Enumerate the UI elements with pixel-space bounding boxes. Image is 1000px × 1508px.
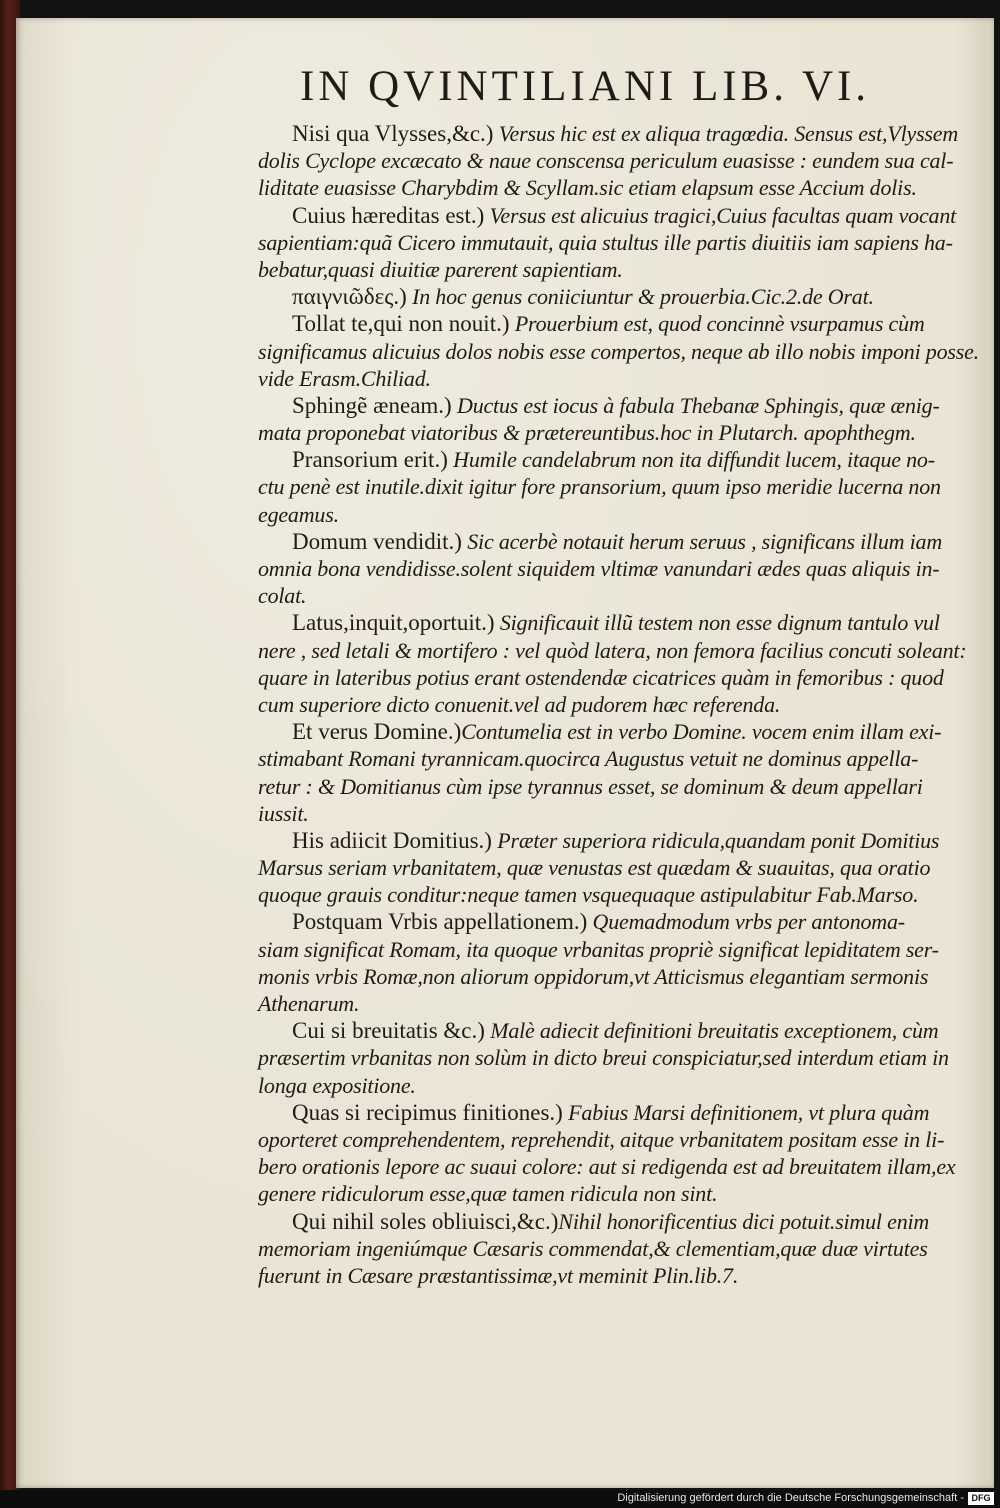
commentary-line: Præter superiora ridicula,quandam ponit Domitius xyxy=(491,827,940,853)
commentary-line: dolis Cyclope excæcato & naue conscensa periculum euasisse : eundem sua cal- xyxy=(258,148,954,174)
text-line xyxy=(258,1153,974,1180)
commentary-paragraph xyxy=(258,528,974,610)
commentary-paragraph xyxy=(258,392,974,446)
text-line xyxy=(258,800,974,827)
text-line xyxy=(258,365,974,392)
commentary-line: egeamus. xyxy=(258,501,339,527)
commentary-line: Malè adiecit definitioni breuitatis exceptionem, cùm xyxy=(484,1018,939,1044)
text-line xyxy=(258,1180,974,1207)
text-line xyxy=(258,936,974,963)
commentary-line: Sic acerbè notauit herum seruus , significans illum iam xyxy=(461,528,943,554)
commentary-line: monis vrbis Romæ,non aliorum oppidorum,vt Atticismus elegantiam sermonis xyxy=(258,963,929,989)
dfg-logo: DFG xyxy=(968,1492,994,1505)
commentary-line: præsertim vrbanitas non solùm in dicto breui conspiciatur,sed interdum etiam in xyxy=(258,1045,949,1071)
commentary-line: memoriam ingeniúmque Cæsaris commendat,& clementiam,quæ duæ virtutes xyxy=(258,1235,928,1261)
text-line xyxy=(258,1072,974,1099)
lemma: Cui si breuitatis &c.) xyxy=(292,1018,485,1044)
commentary-paragraph xyxy=(258,718,974,827)
lemma: Tollat te,qui non nouit.) xyxy=(292,311,510,337)
commentary-line: quare in lateribus potius erant ostendendæ cicatrices quàm in femoribus : quod xyxy=(258,664,944,690)
text-line xyxy=(258,310,974,337)
commentary-paragraph xyxy=(258,1017,974,1099)
lemma: Qui nihil soles obliuisci,&c.) xyxy=(292,1208,559,1234)
commentary-paragraph xyxy=(258,446,974,528)
commentary-line: In hoc genus coniiciuntur & prouerbia.Cic.2.de Orat. xyxy=(406,284,874,310)
lemma: His adiicit Domitius.) xyxy=(292,827,492,853)
text-line xyxy=(258,174,974,201)
text-line xyxy=(258,256,974,283)
lemma: Cuius hæreditas est.) xyxy=(292,202,485,228)
lemma: Latus,inquit,oportuit.) xyxy=(292,610,495,636)
text-line xyxy=(258,609,974,636)
text-line xyxy=(258,1126,974,1153)
commentary-paragraph xyxy=(258,827,974,909)
commentary-line: Prouerbium est, quod concinnè vsurpamus cùm xyxy=(509,311,925,337)
text-line xyxy=(258,963,974,990)
lemma: παιγνιῶδες.) xyxy=(292,284,407,310)
commentary-line: Versus hic est ex aliqua tragœdia. Sensus est,Vlyssem xyxy=(493,121,959,146)
commentary-paragraph xyxy=(258,1099,974,1208)
commentary-paragraph xyxy=(258,310,979,392)
text-line xyxy=(258,637,974,664)
commentary-line: retur : & Domitianus cùm ipse tyrannus esset, se dominum & deum appellari xyxy=(258,773,923,799)
commentary-line: Significauit illũ testem non esse dignum tantulo vul xyxy=(494,610,940,636)
commentary-line: omnia bona vendidisse.solent siquidem vltimæ vanundari ædes quas aliquis in- xyxy=(258,556,940,581)
commentary-line: nere , sed letali & mortifero : vel quòd latera, non femora facilius concuti soleant: xyxy=(258,637,967,663)
commentary-line: iussit. xyxy=(258,800,309,826)
text-line xyxy=(258,1262,974,1289)
commentary-line: Ductus est iocus à fabula Thebanæ Sphingis, quæ ænig- xyxy=(451,392,940,418)
commentary-line: sapientiam:quã Cicero immutauit, quia stultus ille partis diuitiis iam sapiens ha- xyxy=(258,229,953,255)
text-line xyxy=(258,1044,974,1071)
commentary-line: Versus est alicuius tragici,Cuius facultas quam vocant xyxy=(484,202,957,228)
commentary-line: ctu penè est inutile.dixit igitur fore pransorium, quum ipso meridie lucerna non xyxy=(258,474,941,500)
lemma: Et verus Domine.) xyxy=(292,719,462,745)
text-line xyxy=(258,283,974,310)
commentary-line: vide Erasm.Chiliad. xyxy=(258,365,431,391)
funding-notice: Digitalisierung gefördert durch die Deutsche Forschungsgemeinschaft - xyxy=(617,1492,964,1504)
text-line xyxy=(258,718,974,745)
text-line xyxy=(258,990,974,1017)
text-line xyxy=(258,555,974,582)
text-line xyxy=(258,446,974,473)
commentary-line: bero orationis lepore ac suaui colore: aut si redigenda est ad breuitatem illam,ex xyxy=(258,1154,956,1180)
text-line xyxy=(258,664,974,691)
text-line xyxy=(258,745,974,772)
commentary-line: Athenarum. xyxy=(258,991,360,1016)
text-line xyxy=(258,1099,974,1126)
text-line xyxy=(258,582,974,609)
commentary-line: Contumelia est in verbo Domine. vocem enim illam exi- xyxy=(461,719,942,745)
text-line xyxy=(258,691,974,718)
commentary-line: siam significat Romam, ita quoque vrbanitas propriè significat lepiditatem ser- xyxy=(258,936,939,962)
commentary-line: cum superiore dicto conuenit.vel ad pudorem hæc referenda. xyxy=(258,691,781,717)
commentary-line: stimabant Romani tyrannicam.quocirca Augustus vetuit ne dominus appella- xyxy=(258,746,919,772)
text-line xyxy=(258,881,974,908)
text-line xyxy=(258,392,974,419)
commentary-line: oporteret comprehendentem, reprehendit, aitque vrbanitatem positam esse in li- xyxy=(258,1126,945,1152)
lemma: Quas si recipimus finitiones.) xyxy=(292,1099,563,1125)
commentary-line: significamus alicuius dolos nobis esse compertos, neque ab illo nobis imponi posse. xyxy=(258,338,979,364)
text-line xyxy=(258,419,974,446)
commentary-line: Fabius Marsi definitionem, vt plura quàm xyxy=(562,1099,930,1125)
text-line xyxy=(258,528,974,555)
commentary-line: liditate euasisse Charybdim & Scyllam.sic etiam elapsum esse Accium dolis. xyxy=(258,175,917,201)
text-line xyxy=(258,1208,974,1235)
text-line xyxy=(258,501,974,528)
lemma: Postquam Vrbis appellationem.) xyxy=(292,909,588,935)
text-line xyxy=(258,229,974,256)
lemma: Domum vendidit.) xyxy=(292,528,462,554)
text-line xyxy=(258,827,974,854)
text-line xyxy=(258,338,979,365)
lemma: Pransorium erit.) xyxy=(292,447,448,473)
lemma: Sphingẽ æneam.) xyxy=(292,392,452,418)
text-line xyxy=(258,147,974,174)
text-line xyxy=(258,908,974,935)
text-line xyxy=(258,202,974,229)
commentary-line: quoque grauis conditur:neque tamen vsquequaque astipulabitur Fab.Marso. xyxy=(258,882,919,908)
commentary-line: bebatur,quasi diuitiæ parerent sapientiam. xyxy=(258,256,623,282)
commentary-paragraph xyxy=(258,908,974,1017)
commentary-line: longa expositione. xyxy=(258,1072,416,1098)
commentary-paragraph xyxy=(258,202,974,284)
text-line xyxy=(258,773,974,800)
commentary-line: colat. xyxy=(258,583,307,609)
commentary-line: mata proponebat viatoribus & prætereuntibus.hoc in Plutarch. apophthegm. xyxy=(258,420,916,446)
commentary-line: Nihil honorificentius dici potuit.simul enim xyxy=(558,1208,930,1234)
lemma: Nisi qua Vlysses,&c.) xyxy=(292,121,494,146)
commentary-line: genere ridiculorum esse,quæ tamen ridicula non sint. xyxy=(258,1181,718,1207)
commentary-text xyxy=(258,120,979,1289)
commentary-line: Humile candelabrum non ita diffundit lucem, itaque no- xyxy=(447,447,935,473)
running-head: IN QVINTILIANI LIB. VI. xyxy=(300,63,871,110)
commentary-line: fuerunt in Cæsare præstantissimæ,vt meminit Plin.lib.7. xyxy=(258,1262,739,1288)
commentary-paragraph xyxy=(258,1208,974,1290)
commentary-line: Quemadmodum vrbs per antonoma- xyxy=(587,909,905,935)
text-line xyxy=(258,120,974,147)
text-line xyxy=(258,1235,974,1262)
text-line xyxy=(258,473,974,500)
commentary-paragraph xyxy=(258,609,974,718)
commentary-line: Marsus seriam vrbanitatem, quæ venustas est quædam & suauitas, qua oratio xyxy=(258,855,931,881)
commentary-paragraph xyxy=(258,120,974,202)
text-line xyxy=(258,854,974,881)
text-line xyxy=(258,1017,974,1044)
commentary-paragraph xyxy=(258,283,974,310)
